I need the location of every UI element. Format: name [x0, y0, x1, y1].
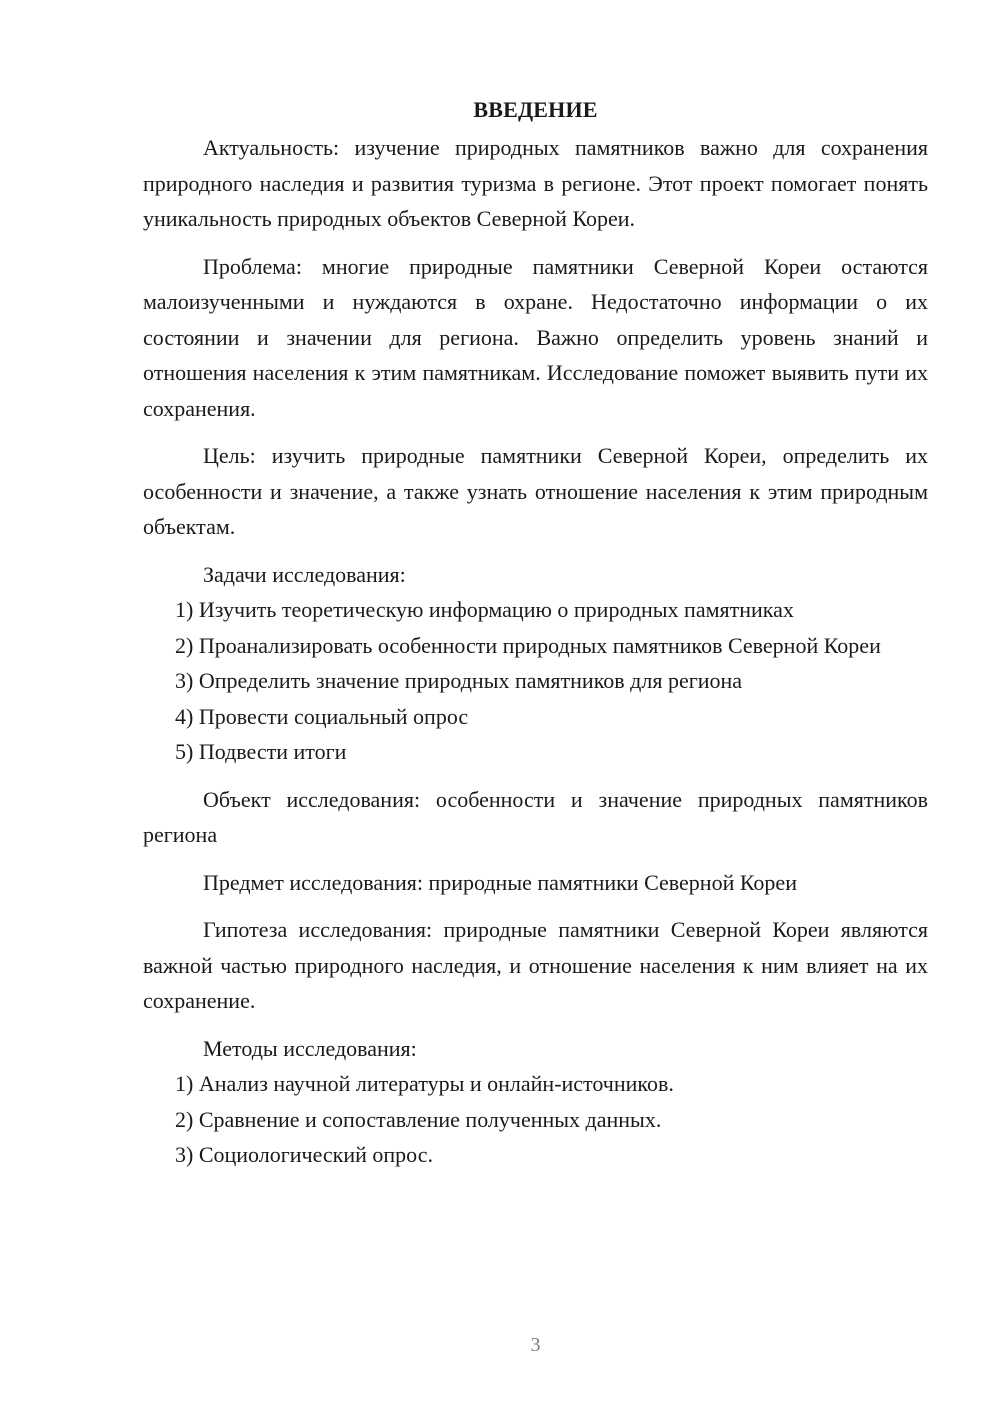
- page-number: 3: [530, 1334, 541, 1356]
- method-item: 1) Анализ научной литературы и онлайн-источников.: [175, 1071, 674, 1096]
- tasks-heading: Задачи исследования:: [203, 561, 406, 587]
- subject-paragraph: Предмет исследования: природные памятники Северной Кореи: [203, 869, 797, 895]
- methods-heading: Методы исследования:: [203, 1035, 417, 1061]
- goal-paragraph: Цель: изучить природные памятники Северной Кореи, определить их особенности и значение, а также узнать отношение населения к этим природным объектам.: [143, 443, 928, 539]
- relevance-paragraph: Актуальность: изучение природных памятников важно для сохранения природного наследия и развития туризма в регионе. Этот проект помогает понять уникальность природных объектов Северной Кореи.: [143, 135, 928, 231]
- task-item: 4) Провести социальный опрос: [175, 703, 469, 729]
- object-paragraph: Объект исследования: особенности и значение природных памятников региона: [143, 786, 928, 847]
- hypothesis-paragraph: Гипотеза исследования: природные памятники Северной Кореи являются важной частью природного наследия, и отношение населения к ним влияет на их сохранение.: [143, 917, 928, 1013]
- section-title: ВВЕДЕНИЕ: [473, 97, 598, 122]
- problem-paragraph: Проблема: многие природные памятники Северной Кореи остаются малоизученными и нуждаются в охране. Недостаточно информации о их состоянии и значении для региона. Важно определить уровень знаний и отношения населения к этим памятникам. Исследование поможет выявить пути их сохранения.: [143, 253, 928, 421]
- task-item: 1) Изучить теоретическую информацию о природных памятниках: [175, 597, 794, 622]
- task-item: 2) Проанализировать особенности природных памятников Северной Кореи: [175, 632, 881, 658]
- page-content: [143, 92, 928, 1173]
- method-item: 3) Социологический опрос.: [175, 1142, 433, 1167]
- task-item: 5) Подвести итоги: [175, 739, 347, 764]
- method-item: 2) Сравнение и сопоставление полученных данных.: [175, 1106, 662, 1132]
- task-item: 3) Определить значение природных памятников для региона: [175, 668, 743, 693]
